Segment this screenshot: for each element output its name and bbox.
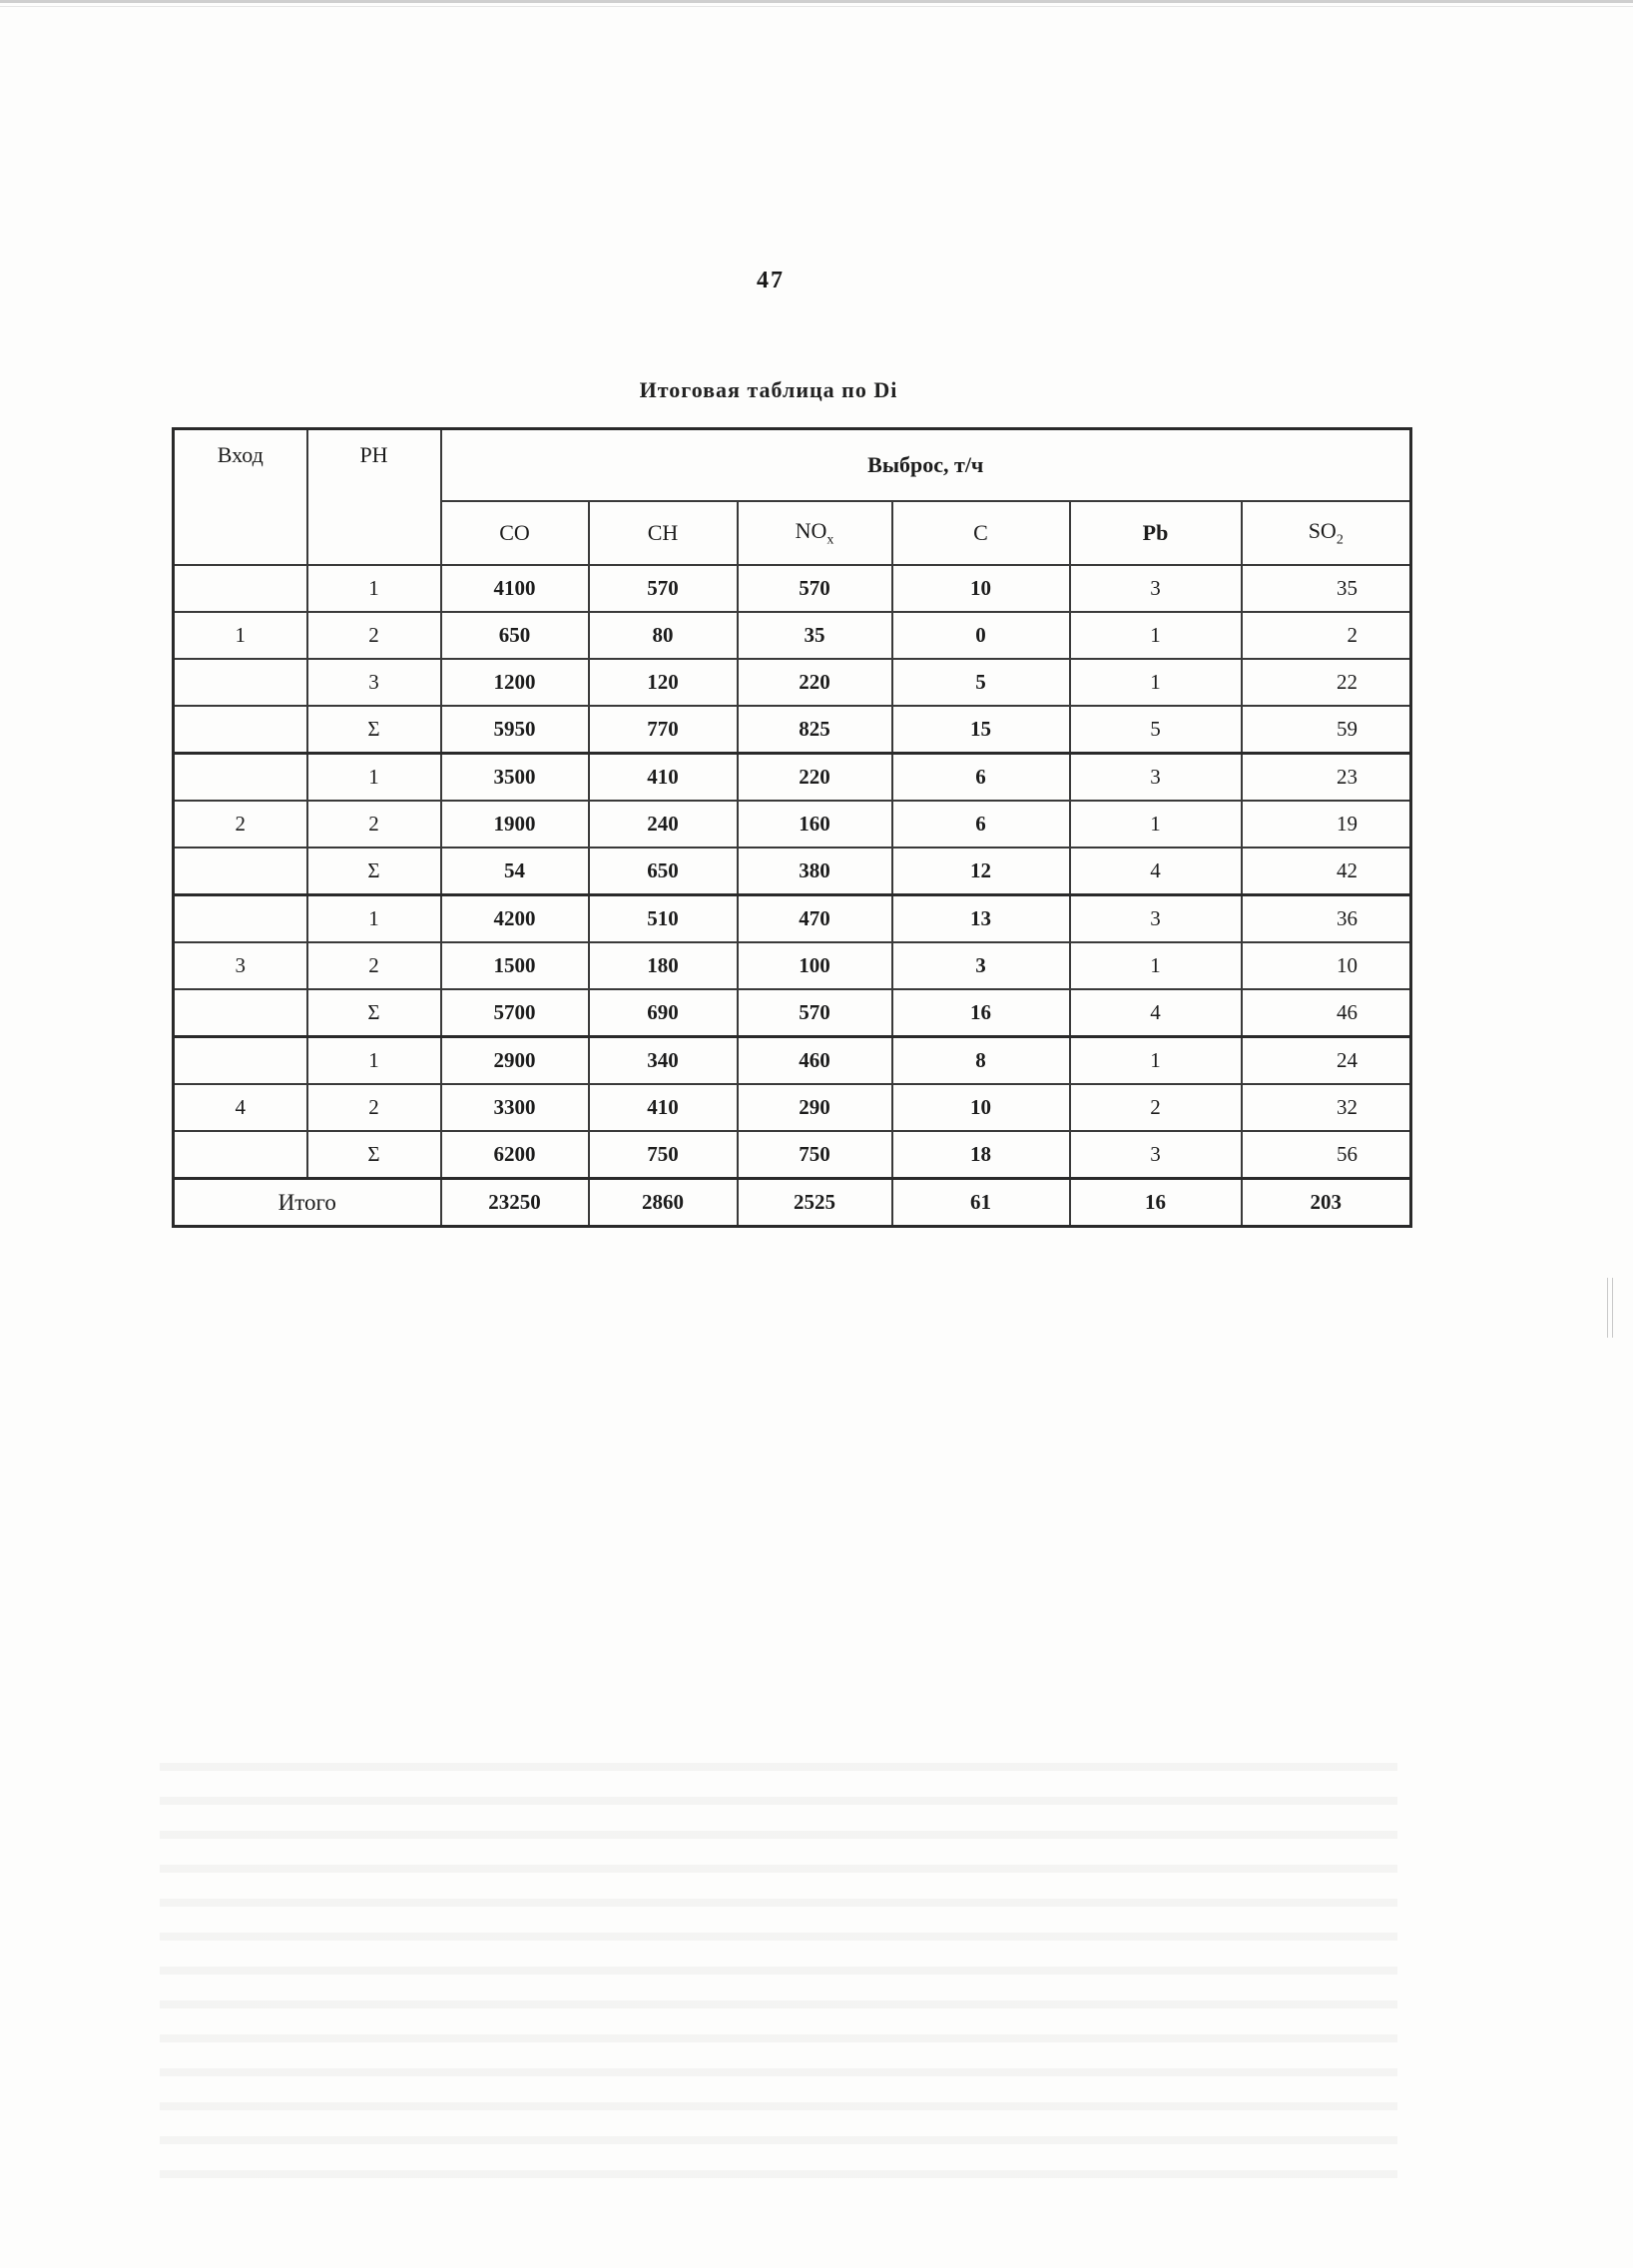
entry-cell: 4 [174,1084,307,1131]
value-cell: 1 [1070,1037,1242,1085]
value-cell: 80 [589,612,738,659]
value-cell: 35 [1242,565,1411,612]
header-so2: $SO_2$ [1242,501,1411,565]
total-label: Итого [174,1179,441,1227]
rh-cell: Σ [307,1131,441,1179]
value-cell: 56 [1242,1131,1411,1179]
table-row [174,612,1411,659]
value-cell: 0 [892,612,1070,659]
value-cell: 18 [892,1131,1070,1179]
header-emission: Выброс, т/ч [441,429,1411,502]
total-value-cell: 2860 [589,1179,738,1227]
value-cell: 3 [1070,565,1242,612]
value-cell: 4100 [441,565,589,612]
value-cell: 1500 [441,942,589,989]
value-cell: 54 [441,848,589,895]
value-cell: 3 [1070,895,1242,943]
table-row [174,848,1411,895]
scan-top-edge-line [0,6,1633,7]
table-row [174,565,1411,612]
value-cell: 410 [589,1084,738,1131]
value-cell: 42 [1242,848,1411,895]
value-cell: 1 [1070,942,1242,989]
entry-cell [174,1037,307,1085]
entry-cell [174,706,307,754]
page-number: 47 [757,268,785,293]
value-cell: 1 [1070,801,1242,848]
value-cell: 3 [1070,754,1242,802]
value-cell: 380 [738,848,892,895]
rh-cell: 2 [307,801,441,848]
rh-cell: Σ [307,706,441,754]
header-pb: Pb [1070,501,1242,565]
value-cell: 120 [589,659,738,706]
value-cell: 4200 [441,895,589,943]
table-title: Итоговая таблица по Di [639,377,898,402]
entry-cell [174,895,307,943]
rh-cell: 3 [307,659,441,706]
header-ch: CH [589,501,738,565]
value-cell: 5950 [441,706,589,754]
value-cell: 6200 [441,1131,589,1179]
value-cell: 3 [1070,1131,1242,1179]
rh-cell: 1 [307,754,441,802]
value-cell: 770 [589,706,738,754]
value-cell: 5 [1070,706,1242,754]
value-cell: 650 [441,612,589,659]
value-cell: 15 [892,706,1070,754]
value-cell: 16 [892,989,1070,1037]
value-cell: 24 [1242,1037,1411,1085]
value-cell: 5700 [441,989,589,1037]
value-cell: 10 [892,1084,1070,1131]
value-cell: 180 [589,942,738,989]
value-cell: 100 [738,942,892,989]
value-cell: 570 [738,565,892,612]
value-cell: 1900 [441,801,589,848]
entry-cell [174,659,307,706]
value-cell: 3 [892,942,1070,989]
value-cell: 59 [1242,706,1411,754]
value-cell: 750 [589,1131,738,1179]
rh-cell: Σ [307,848,441,895]
value-cell: 23 [1242,754,1411,802]
entry-cell [174,848,307,895]
value-cell: 460 [738,1037,892,1085]
entry-cell: 3 [174,942,307,989]
total-value-cell: 23250 [441,1179,589,1227]
table-row [174,1084,1411,1131]
value-cell: 570 [738,989,892,1037]
value-cell: 240 [589,801,738,848]
total-value-cell: 16 [1070,1179,1242,1227]
value-cell: 22 [1242,659,1411,706]
rh-cell: 2 [307,942,441,989]
value-cell: 410 [589,754,738,802]
total-value-cell: 203 [1242,1179,1411,1227]
value-cell: 6 [892,801,1070,848]
value-cell: 10 [892,565,1070,612]
value-cell: 13 [892,895,1070,943]
table-row [174,989,1411,1037]
table-row [174,801,1411,848]
value-cell: 10 [1242,942,1411,989]
value-cell: 570 [589,565,738,612]
value-cell: 32 [1242,1084,1411,1131]
value-cell: 220 [738,659,892,706]
value-cell: 290 [738,1084,892,1131]
value-cell: 5 [892,659,1070,706]
header-nox: $NO_x$ [738,501,892,565]
total-value-cell: 61 [892,1179,1070,1227]
value-cell: 1200 [441,659,589,706]
header-c: C [892,501,1070,565]
value-cell: 2 [1242,612,1411,659]
value-cell: 19 [1242,801,1411,848]
value-cell: 1 [1070,659,1242,706]
value-cell: 690 [589,989,738,1037]
value-cell: 4 [1070,848,1242,895]
value-cell: 340 [589,1037,738,1085]
rh-cell: 2 [307,1084,441,1131]
value-cell: 12 [892,848,1070,895]
table-row [174,1037,1411,1085]
value-cell: 46 [1242,989,1411,1037]
rh-cell: 1 [307,1037,441,1085]
value-cell: 6 [892,754,1070,802]
value-cell: 2 [1070,1084,1242,1131]
entry-cell: 1 [174,612,307,659]
rh-cell: 1 [307,895,441,943]
table-row [174,706,1411,754]
faded-bleed-through-text [160,1737,1397,2196]
header-entry: Вход [174,429,307,566]
value-cell: 8 [892,1037,1070,1085]
rh-cell: 2 [307,612,441,659]
table-row [174,659,1411,706]
value-cell: 510 [589,895,738,943]
value-cell: 2900 [441,1037,589,1085]
value-cell: 35 [738,612,892,659]
table-row [174,942,1411,989]
table-row [174,1131,1411,1179]
value-cell: 3300 [441,1084,589,1131]
value-cell: 160 [738,801,892,848]
value-cell: 220 [738,754,892,802]
entry-cell [174,989,307,1037]
value-cell: 470 [738,895,892,943]
total-row [174,1179,1411,1227]
header-rh: РН [307,429,441,566]
entry-cell [174,565,307,612]
value-cell: 650 [589,848,738,895]
value-cell: 750 [738,1131,892,1179]
value-cell: 36 [1242,895,1411,943]
rh-cell: 1 [307,565,441,612]
emissions-summary-table [172,427,1412,1228]
table-row [174,754,1411,802]
value-cell: 4 [1070,989,1242,1037]
table-row [174,895,1411,943]
value-cell: 1 [1070,612,1242,659]
entry-cell [174,1131,307,1179]
scan-top-edge [0,0,1633,3]
value-cell: 825 [738,706,892,754]
entry-cell: 2 [174,801,307,848]
value-cell: 3500 [441,754,589,802]
scan-artifact [1607,1278,1613,1338]
rh-cell: Σ [307,989,441,1037]
header-co: CO [441,501,589,565]
total-value-cell: 2525 [738,1179,892,1227]
entry-cell [174,754,307,802]
